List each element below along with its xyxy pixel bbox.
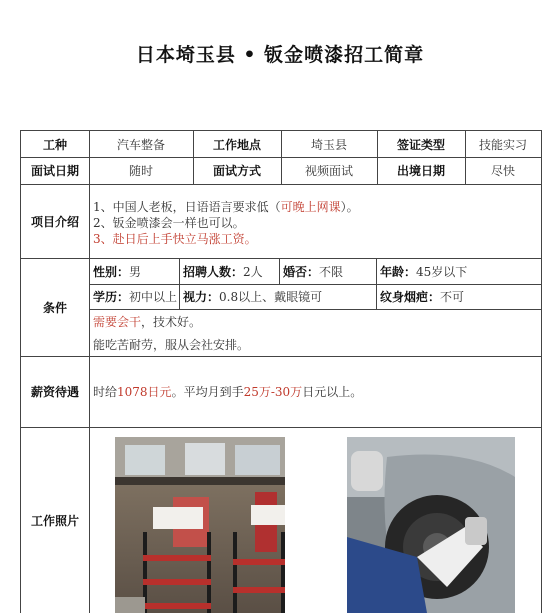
location-value: 埼玉县 [310, 137, 347, 152]
visa-label: 签证类型 [396, 137, 445, 152]
requirement-line-2: 能吃苦耐劳，服从会社安排。 [93, 338, 250, 352]
job-type-value: 汽车整备 [116, 137, 165, 152]
intro-label: 项目介绍 [30, 214, 79, 229]
job-type-label: 工种 [42, 137, 67, 152]
interview-method-label: 面试方式 [212, 164, 261, 178]
intro-line-1: 1、中国人老板，日语语言要求低（可晚上网课）。 [93, 200, 359, 214]
interview-date-value: 随时 [128, 164, 153, 178]
salary-text: 时给 1078日元 。平均月到手 25万-30万 日元以上。 [93, 385, 363, 399]
bodywork-photo [347, 437, 515, 613]
visa-value: 技能实习 [478, 137, 527, 152]
intro-text [93, 199, 359, 247]
headcount-field: 招聘人数： 2人 [183, 264, 263, 279]
salary-label: 薪资待遇 [30, 385, 79, 399]
marital-field: 婚否： 不限 [283, 264, 344, 279]
recruitment-table [20, 130, 542, 613]
requirement-line-1: 需要会干 ，技术好。 [93, 314, 202, 329]
intro-line-2: 2、钣金喷漆会一样也可以。 [93, 216, 245, 230]
gender-field: 性别： 男 [93, 264, 142, 279]
page-title: 日本埼玉县 • 钣金喷漆招工简章 [135, 44, 425, 66]
departure-value: 尽快 [490, 164, 515, 178]
interview-date-label: 面试日期 [30, 164, 79, 178]
departure-label: 出境日期 [396, 164, 445, 178]
tattoo-field: 纹身烟疤： 不可 [380, 290, 465, 304]
interview-method-value: 视频面试 [304, 164, 353, 178]
age-field: 年龄： 45岁以下 [380, 264, 468, 279]
vision-field: 视力： 0.8以上、戴眼镜可 [183, 290, 323, 304]
conditions-label: 条件 [42, 300, 67, 315]
workshop-photo [115, 437, 285, 613]
intro-line-3: 3、赴日后上手快立马涨工资。 [93, 232, 257, 246]
photos-label: 工作照片 [30, 513, 79, 528]
location-label: 工作地点 [212, 137, 261, 152]
education-field: 学历： 初中以上 [93, 290, 178, 304]
